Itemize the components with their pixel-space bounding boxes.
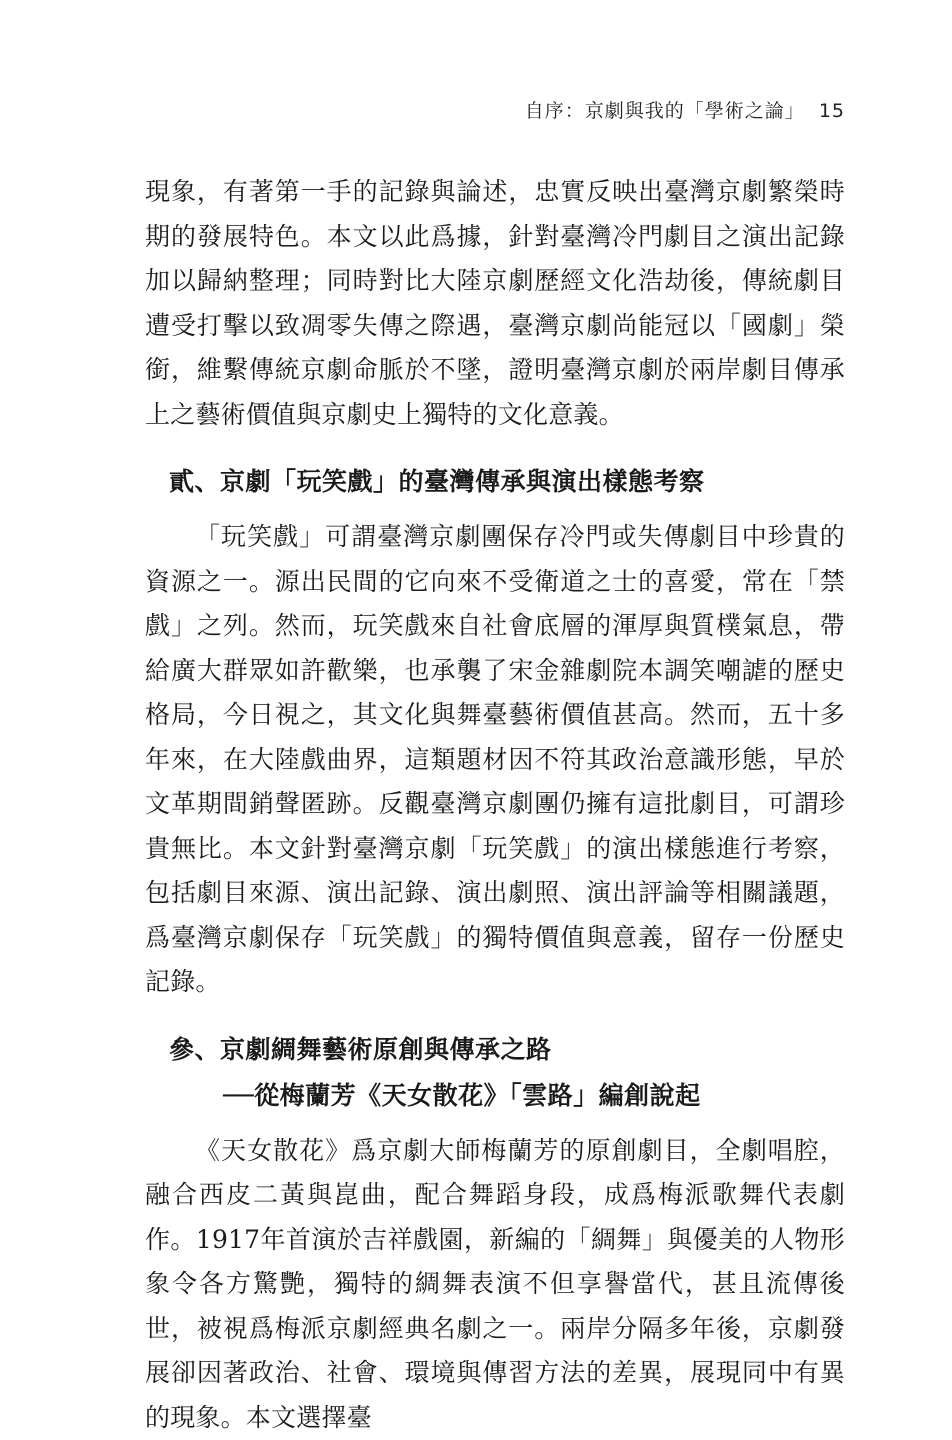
section3-heading: 參、京劇綢舞藝術原創與傳承之路 <box>145 1027 845 1073</box>
section3-subheading: ──從梅蘭芳《天女散花》「雲路」編創說起 <box>145 1073 845 1119</box>
section3-paragraph: 《天女散花》爲京劇大師梅蘭芳的原創劇目，全劇唱腔，融合西皮二黃與崑曲，配合舞蹈身段，成爲梅派歌舞代表劇作。1917年首演於吉祥戲園，新編的「綢舞」與優美的人物形象令各方驚艷，獨特的綢舞表演不但享譽當代，甚且流傳後世，被視爲梅派京劇經典名劇之一。兩岸分隔多年後，京劇發展卻因著政治、社會、環境與傳習方法的差異，展現同中有異的現象。本文選擇臺 <box>145 1129 845 1440</box>
spacer <box>145 437 845 459</box>
section2-heading: 貳、京劇「玩笑戲」的臺灣傳承與演出樣態考察 <box>145 459 845 505</box>
spacer <box>145 1119 845 1129</box>
page-number: 15 <box>819 100 845 122</box>
running-header <box>525 96 845 123</box>
header-title: 自序：京劇與我的「學術之論」 <box>525 96 805 123</box>
page-body <box>145 170 845 1440</box>
spacer <box>145 505 845 515</box>
intro-paragraph: 現象，有著第一手的記錄與論述，忠實反映出臺灣京劇繁榮時期的發展特色。本文以此爲據，針對臺灣冷門劇目之演出記錄加以歸納整理；同時對比大陸京劇歷經文化浩劫後，傳統劇目遭受打擊以致凋零失傳之際遇，臺灣京劇尚能冠以「國劇」榮銜，維繫傳統京劇命脈於不墜，證明臺灣京劇於兩岸劇目傳承上之藝術價值與京劇史上獨特的文化意義。 <box>145 170 845 437</box>
section2-paragraph: 「玩笑戲」可謂臺灣京劇團保存冷門或失傳劇目中珍貴的資源之一。源出民間的它向來不受衛道之士的喜愛，常在「禁戲」之列。然而，玩笑戲來自社會底層的渾厚與質樸氣息，帶給廣大群眾如許歡樂，也承襲了宋金雜劇院本調笑嘲謔的歷史格局，今日視之，其文化與舞臺藝術價值甚高。然而，五十多年來，在大陸戲曲界，這類題材因不符其政治意識形態，早於文革期間銷聲匿跡。反觀臺灣京劇團仍擁有這批劇目，可謂珍貴無比。本文針對臺灣京劇「玩笑戲」的演出樣態進行考察，包括劇目來源、演出記錄、演出劇照、演出評論等相關議題，爲臺灣京劇保存「玩笑戲」的獨特價值與意義，留存一份歷史記錄。 <box>145 515 845 1005</box>
spacer <box>145 1005 845 1027</box>
